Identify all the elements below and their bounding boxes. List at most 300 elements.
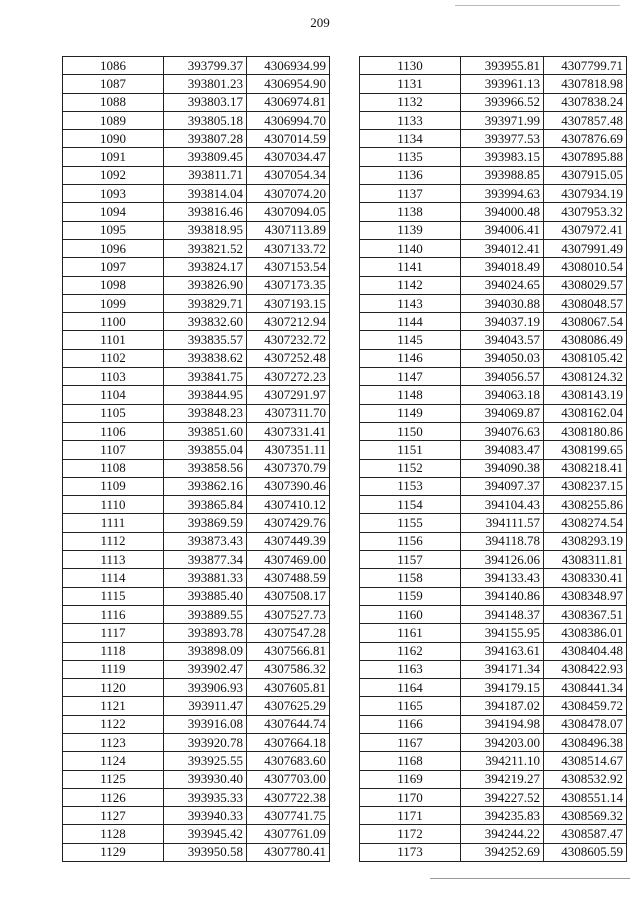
y-coordinate-cell: 4307193.15 xyxy=(247,294,330,312)
table-row xyxy=(63,239,330,257)
table-row xyxy=(360,93,627,111)
table-row xyxy=(63,532,330,550)
y-coordinate-cell: 4307232.72 xyxy=(247,331,330,349)
y-coordinate-cell: 4307133.72 xyxy=(247,239,330,257)
y-coordinate-cell: 4307799.71 xyxy=(544,57,627,75)
point-number-cell: 1166 xyxy=(360,715,461,733)
y-coordinate-cell: 4307311.70 xyxy=(247,404,330,422)
point-number-cell: 1152 xyxy=(360,459,461,477)
point-number-cell: 1115 xyxy=(63,587,164,605)
table-row xyxy=(63,697,330,715)
x-coordinate-cell: 393826.90 xyxy=(164,276,247,294)
x-coordinate-cell: 393835.57 xyxy=(164,331,247,349)
y-coordinate-cell: 4307252.48 xyxy=(247,349,330,367)
point-number-cell: 1145 xyxy=(360,331,461,349)
y-coordinate-cell: 4307429.76 xyxy=(247,514,330,532)
x-coordinate-cell: 393920.78 xyxy=(164,733,247,751)
y-coordinate-cell: 4308180.86 xyxy=(544,422,627,440)
point-number-cell: 1135 xyxy=(360,148,461,166)
point-number-cell: 1167 xyxy=(360,733,461,751)
y-coordinate-cell: 4307212.94 xyxy=(247,313,330,331)
table-row xyxy=(63,349,330,367)
coordinates-table-left xyxy=(62,56,330,862)
point-number-cell: 1113 xyxy=(63,551,164,569)
x-coordinate-cell: 394037.19 xyxy=(461,313,544,331)
x-coordinate-cell: 393930.40 xyxy=(164,770,247,788)
y-coordinate-cell: 4307410.12 xyxy=(247,496,330,514)
x-coordinate-cell: 393829.71 xyxy=(164,294,247,312)
table-row xyxy=(63,148,330,166)
point-number-cell: 1106 xyxy=(63,422,164,440)
y-coordinate-cell: 4307664.18 xyxy=(247,733,330,751)
x-coordinate-cell: 393838.62 xyxy=(164,349,247,367)
table-row xyxy=(63,770,330,788)
point-number-cell: 1119 xyxy=(63,660,164,678)
x-coordinate-cell: 394030.88 xyxy=(461,294,544,312)
y-coordinate-cell: 4308404.48 xyxy=(544,642,627,660)
y-coordinate-cell: 4307449.39 xyxy=(247,532,330,550)
x-coordinate-cell: 393889.55 xyxy=(164,605,247,623)
y-coordinate-cell: 4307915.05 xyxy=(544,166,627,184)
table-row xyxy=(63,825,330,843)
y-coordinate-cell: 4308143.19 xyxy=(544,386,627,404)
y-coordinate-cell: 4308105.42 xyxy=(544,349,627,367)
table-row xyxy=(63,386,330,404)
point-number-cell: 1153 xyxy=(360,477,461,495)
y-coordinate-cell: 4306954.90 xyxy=(247,75,330,93)
y-coordinate-cell: 4308441.34 xyxy=(544,679,627,697)
y-coordinate-cell: 4307272.23 xyxy=(247,368,330,386)
x-coordinate-cell: 393977.53 xyxy=(461,130,544,148)
x-coordinate-cell: 394118.78 xyxy=(461,532,544,550)
table-row xyxy=(63,807,330,825)
x-coordinate-cell: 393821.52 xyxy=(164,239,247,257)
point-number-cell: 1155 xyxy=(360,514,461,532)
table-row xyxy=(360,843,627,861)
point-number-cell: 1157 xyxy=(360,551,461,569)
table-row xyxy=(63,660,330,678)
y-coordinate-cell: 4308587.47 xyxy=(544,825,627,843)
point-number-cell: 1170 xyxy=(360,788,461,806)
point-number-cell: 1107 xyxy=(63,441,164,459)
x-coordinate-cell: 394104.43 xyxy=(461,496,544,514)
table-row xyxy=(63,130,330,148)
x-coordinate-cell: 394219.27 xyxy=(461,770,544,788)
x-coordinate-cell: 394155.95 xyxy=(461,624,544,642)
x-coordinate-cell: 393807.28 xyxy=(164,130,247,148)
point-number-cell: 1105 xyxy=(63,404,164,422)
point-number-cell: 1161 xyxy=(360,624,461,642)
y-coordinate-cell: 4307390.46 xyxy=(247,477,330,495)
table-row xyxy=(63,441,330,459)
table-row xyxy=(63,843,330,861)
table-row xyxy=(63,679,330,697)
point-number-cell: 1147 xyxy=(360,368,461,386)
table-row xyxy=(63,203,330,221)
point-number-cell: 1173 xyxy=(360,843,461,861)
x-coordinate-cell: 394126.06 xyxy=(461,551,544,569)
y-coordinate-cell: 4307741.75 xyxy=(247,807,330,825)
x-coordinate-cell: 393799.37 xyxy=(164,57,247,75)
table-row xyxy=(63,313,330,331)
table-row xyxy=(360,422,627,440)
table-row xyxy=(63,496,330,514)
table-row xyxy=(360,111,627,129)
point-number-cell: 1144 xyxy=(360,313,461,331)
table-row xyxy=(360,386,627,404)
point-number-cell: 1151 xyxy=(360,441,461,459)
x-coordinate-cell: 393988.85 xyxy=(461,166,544,184)
table-row xyxy=(63,368,330,386)
y-coordinate-cell: 4308255.86 xyxy=(544,496,627,514)
y-coordinate-cell: 4307818.98 xyxy=(544,75,627,93)
x-coordinate-cell: 394148.37 xyxy=(461,605,544,623)
table-row xyxy=(63,185,330,203)
y-coordinate-cell: 4307153.54 xyxy=(247,258,330,276)
x-coordinate-cell: 393851.60 xyxy=(164,422,247,440)
y-coordinate-cell: 4308478.07 xyxy=(544,715,627,733)
point-number-cell: 1122 xyxy=(63,715,164,733)
point-number-cell: 1162 xyxy=(360,642,461,660)
x-coordinate-cell: 394235.83 xyxy=(461,807,544,825)
table-row xyxy=(63,788,330,806)
table-row xyxy=(63,624,330,642)
point-number-cell: 1091 xyxy=(63,148,164,166)
y-coordinate-cell: 4308218.41 xyxy=(544,459,627,477)
x-coordinate-cell: 394163.61 xyxy=(461,642,544,660)
point-number-cell: 1171 xyxy=(360,807,461,825)
table-row xyxy=(360,239,627,257)
point-number-cell: 1127 xyxy=(63,807,164,825)
table-row xyxy=(360,679,627,697)
y-coordinate-cell: 4307876.69 xyxy=(544,130,627,148)
y-coordinate-cell: 4307014.59 xyxy=(247,130,330,148)
point-number-cell: 1130 xyxy=(360,57,461,75)
x-coordinate-cell: 394187.02 xyxy=(461,697,544,715)
x-coordinate-cell: 393803.17 xyxy=(164,93,247,111)
point-number-cell: 1088 xyxy=(63,93,164,111)
x-coordinate-cell: 393832.60 xyxy=(164,313,247,331)
table-row xyxy=(360,770,627,788)
table-row xyxy=(63,587,330,605)
x-coordinate-cell: 394194.98 xyxy=(461,715,544,733)
x-coordinate-cell: 393816.46 xyxy=(164,203,247,221)
point-number-cell: 1156 xyxy=(360,532,461,550)
table-row xyxy=(63,422,330,440)
x-coordinate-cell: 393971.99 xyxy=(461,111,544,129)
x-coordinate-cell: 393869.59 xyxy=(164,514,247,532)
table-row xyxy=(360,331,627,349)
x-coordinate-cell: 394227.52 xyxy=(461,788,544,806)
table-row xyxy=(63,605,330,623)
table-row xyxy=(360,368,627,386)
point-number-cell: 1138 xyxy=(360,203,461,221)
y-coordinate-cell: 4308569.32 xyxy=(544,807,627,825)
point-number-cell: 1140 xyxy=(360,239,461,257)
point-number-cell: 1129 xyxy=(63,843,164,861)
y-coordinate-cell: 4307722.38 xyxy=(247,788,330,806)
y-coordinate-cell: 4307972.41 xyxy=(544,221,627,239)
table-row xyxy=(360,185,627,203)
y-coordinate-cell: 4308199.65 xyxy=(544,441,627,459)
y-coordinate-cell: 4307094.05 xyxy=(247,203,330,221)
point-number-cell: 1131 xyxy=(360,75,461,93)
point-number-cell: 1168 xyxy=(360,752,461,770)
y-coordinate-cell: 4307934.19 xyxy=(544,185,627,203)
x-coordinate-cell: 393865.84 xyxy=(164,496,247,514)
point-number-cell: 1137 xyxy=(360,185,461,203)
point-number-cell: 1087 xyxy=(63,75,164,93)
x-coordinate-cell: 394097.37 xyxy=(461,477,544,495)
point-number-cell: 1123 xyxy=(63,733,164,751)
table-row xyxy=(360,788,627,806)
point-number-cell: 1133 xyxy=(360,111,461,129)
y-coordinate-cell: 4308048.57 xyxy=(544,294,627,312)
x-coordinate-cell: 394090.38 xyxy=(461,459,544,477)
y-coordinate-cell: 4307488.59 xyxy=(247,569,330,587)
y-coordinate-cell: 4307838.24 xyxy=(544,93,627,111)
y-coordinate-cell: 4307351.11 xyxy=(247,441,330,459)
x-coordinate-cell: 394050.03 xyxy=(461,349,544,367)
x-coordinate-cell: 393818.95 xyxy=(164,221,247,239)
y-coordinate-cell: 4308029.57 xyxy=(544,276,627,294)
point-number-cell: 1125 xyxy=(63,770,164,788)
y-coordinate-cell: 4308067.54 xyxy=(544,313,627,331)
point-number-cell: 1095 xyxy=(63,221,164,239)
x-coordinate-cell: 393906.93 xyxy=(164,679,247,697)
point-number-cell: 1172 xyxy=(360,825,461,843)
table-row xyxy=(360,313,627,331)
y-coordinate-cell: 4307586.32 xyxy=(247,660,330,678)
y-coordinate-cell: 4307113.89 xyxy=(247,221,330,239)
table-row xyxy=(360,587,627,605)
table-row xyxy=(63,57,330,75)
y-coordinate-cell: 4308330.41 xyxy=(544,569,627,587)
table-row xyxy=(360,752,627,770)
table-row xyxy=(360,532,627,550)
table-row xyxy=(63,551,330,569)
point-number-cell: 1165 xyxy=(360,697,461,715)
x-coordinate-cell: 394056.57 xyxy=(461,368,544,386)
x-coordinate-cell: 393893.78 xyxy=(164,624,247,642)
y-coordinate-cell: 4307703.00 xyxy=(247,770,330,788)
x-coordinate-cell: 393935.33 xyxy=(164,788,247,806)
table-row xyxy=(360,477,627,495)
y-coordinate-cell: 4307469.00 xyxy=(247,551,330,569)
x-coordinate-cell: 393885.40 xyxy=(164,587,247,605)
y-coordinate-cell: 4307780.41 xyxy=(247,843,330,861)
point-number-cell: 1100 xyxy=(63,313,164,331)
table-row xyxy=(360,514,627,532)
x-coordinate-cell: 394111.57 xyxy=(461,514,544,532)
scan-artifact-line xyxy=(430,878,630,879)
point-number-cell: 1096 xyxy=(63,239,164,257)
x-coordinate-cell: 394179.15 xyxy=(461,679,544,697)
x-coordinate-cell: 393811.71 xyxy=(164,166,247,184)
table-row xyxy=(360,57,627,75)
table-row xyxy=(360,294,627,312)
point-number-cell: 1089 xyxy=(63,111,164,129)
x-coordinate-cell: 394018.49 xyxy=(461,258,544,276)
y-coordinate-cell: 4308010.54 xyxy=(544,258,627,276)
point-number-cell: 1149 xyxy=(360,404,461,422)
table-row xyxy=(360,459,627,477)
point-number-cell: 1160 xyxy=(360,605,461,623)
table-row xyxy=(63,276,330,294)
table-row xyxy=(360,130,627,148)
y-coordinate-cell: 4307625.29 xyxy=(247,697,330,715)
y-coordinate-cell: 4307173.35 xyxy=(247,276,330,294)
x-coordinate-cell: 393945.42 xyxy=(164,825,247,843)
point-number-cell: 1163 xyxy=(360,660,461,678)
table-row xyxy=(63,294,330,312)
x-coordinate-cell: 393966.52 xyxy=(461,93,544,111)
point-number-cell: 1169 xyxy=(360,770,461,788)
table-row xyxy=(360,660,627,678)
y-coordinate-cell: 4308124.32 xyxy=(544,368,627,386)
y-coordinate-cell: 4308086.49 xyxy=(544,331,627,349)
x-coordinate-cell: 393858.56 xyxy=(164,459,247,477)
table-row xyxy=(63,514,330,532)
point-number-cell: 1143 xyxy=(360,294,461,312)
point-number-cell: 1121 xyxy=(63,697,164,715)
point-number-cell: 1148 xyxy=(360,386,461,404)
table-row xyxy=(360,404,627,422)
y-coordinate-cell: 4306994.70 xyxy=(247,111,330,129)
x-coordinate-cell: 394203.00 xyxy=(461,733,544,751)
table-row xyxy=(360,733,627,751)
point-number-cell: 1110 xyxy=(63,496,164,514)
y-coordinate-cell: 4308348.97 xyxy=(544,587,627,605)
y-coordinate-cell: 4307291.97 xyxy=(247,386,330,404)
y-coordinate-cell: 4308274.54 xyxy=(544,514,627,532)
table-row xyxy=(360,166,627,184)
y-coordinate-cell: 4308367.51 xyxy=(544,605,627,623)
x-coordinate-cell: 393805.18 xyxy=(164,111,247,129)
x-coordinate-cell: 393855.04 xyxy=(164,441,247,459)
y-coordinate-cell: 4308605.59 xyxy=(544,843,627,861)
x-coordinate-cell: 393848.23 xyxy=(164,404,247,422)
x-coordinate-cell: 394252.69 xyxy=(461,843,544,861)
y-coordinate-cell: 4308514.67 xyxy=(544,752,627,770)
table-row xyxy=(63,752,330,770)
point-number-cell: 1150 xyxy=(360,422,461,440)
point-number-cell: 1164 xyxy=(360,679,461,697)
x-coordinate-cell: 393809.45 xyxy=(164,148,247,166)
point-number-cell: 1132 xyxy=(360,93,461,111)
y-coordinate-cell: 4307508.17 xyxy=(247,587,330,605)
x-coordinate-cell: 393841.75 xyxy=(164,368,247,386)
point-number-cell: 1090 xyxy=(63,130,164,148)
table-row xyxy=(360,569,627,587)
y-coordinate-cell: 4308459.72 xyxy=(544,697,627,715)
y-coordinate-cell: 4308532.92 xyxy=(544,770,627,788)
point-number-cell: 1134 xyxy=(360,130,461,148)
point-number-cell: 1112 xyxy=(63,532,164,550)
point-number-cell: 1098 xyxy=(63,276,164,294)
y-coordinate-cell: 4307527.73 xyxy=(247,605,330,623)
point-number-cell: 1124 xyxy=(63,752,164,770)
y-coordinate-cell: 4307605.81 xyxy=(247,679,330,697)
table-row xyxy=(63,477,330,495)
table-row xyxy=(360,715,627,733)
table-row xyxy=(360,349,627,367)
table-row xyxy=(63,404,330,422)
point-number-cell: 1102 xyxy=(63,349,164,367)
y-coordinate-cell: 4308293.19 xyxy=(544,532,627,550)
table-row xyxy=(360,697,627,715)
x-coordinate-cell: 393983.15 xyxy=(461,148,544,166)
table-row xyxy=(360,496,627,514)
point-number-cell: 1101 xyxy=(63,331,164,349)
y-coordinate-cell: 4308386.01 xyxy=(544,624,627,642)
point-number-cell: 1104 xyxy=(63,386,164,404)
x-coordinate-cell: 393862.16 xyxy=(164,477,247,495)
point-number-cell: 1093 xyxy=(63,185,164,203)
x-coordinate-cell: 393824.17 xyxy=(164,258,247,276)
y-coordinate-cell: 4307566.81 xyxy=(247,642,330,660)
x-coordinate-cell: 394133.43 xyxy=(461,569,544,587)
table-row xyxy=(63,166,330,184)
point-number-cell: 1108 xyxy=(63,459,164,477)
table-row xyxy=(63,715,330,733)
y-coordinate-cell: 4307895.88 xyxy=(544,148,627,166)
point-number-cell: 1117 xyxy=(63,624,164,642)
x-coordinate-cell: 394076.63 xyxy=(461,422,544,440)
y-coordinate-cell: 4308422.93 xyxy=(544,660,627,678)
table-row xyxy=(63,258,330,276)
x-coordinate-cell: 393902.47 xyxy=(164,660,247,678)
scan-artifact-line xyxy=(455,5,620,6)
table-row xyxy=(63,331,330,349)
point-number-cell: 1099 xyxy=(63,294,164,312)
point-number-cell: 1139 xyxy=(360,221,461,239)
x-coordinate-cell: 394140.86 xyxy=(461,587,544,605)
x-coordinate-cell: 393814.04 xyxy=(164,185,247,203)
x-coordinate-cell: 394069.87 xyxy=(461,404,544,422)
point-number-cell: 1158 xyxy=(360,569,461,587)
x-coordinate-cell: 393801.23 xyxy=(164,75,247,93)
y-coordinate-cell: 4307953.32 xyxy=(544,203,627,221)
point-number-cell: 1118 xyxy=(63,642,164,660)
y-coordinate-cell: 4308311.81 xyxy=(544,551,627,569)
table-row xyxy=(360,605,627,623)
x-coordinate-cell: 394000.48 xyxy=(461,203,544,221)
x-coordinate-cell: 394211.10 xyxy=(461,752,544,770)
x-coordinate-cell: 393881.33 xyxy=(164,569,247,587)
coordinates-table-right xyxy=(359,56,627,862)
y-coordinate-cell: 4307683.60 xyxy=(247,752,330,770)
x-coordinate-cell: 394083.47 xyxy=(461,441,544,459)
y-coordinate-cell: 4308162.04 xyxy=(544,404,627,422)
table-row xyxy=(360,441,627,459)
table-row xyxy=(360,148,627,166)
point-number-cell: 1128 xyxy=(63,825,164,843)
table-row xyxy=(360,221,627,239)
x-coordinate-cell: 393916.08 xyxy=(164,715,247,733)
table-row xyxy=(63,642,330,660)
x-coordinate-cell: 393898.09 xyxy=(164,642,247,660)
y-coordinate-cell: 4308551.14 xyxy=(544,788,627,806)
y-coordinate-cell: 4307644.74 xyxy=(247,715,330,733)
point-number-cell: 1111 xyxy=(63,514,164,532)
point-number-cell: 1141 xyxy=(360,258,461,276)
x-coordinate-cell: 394063.18 xyxy=(461,386,544,404)
table-row xyxy=(63,111,330,129)
table-row xyxy=(360,203,627,221)
table-row xyxy=(63,75,330,93)
point-number-cell: 1086 xyxy=(63,57,164,75)
